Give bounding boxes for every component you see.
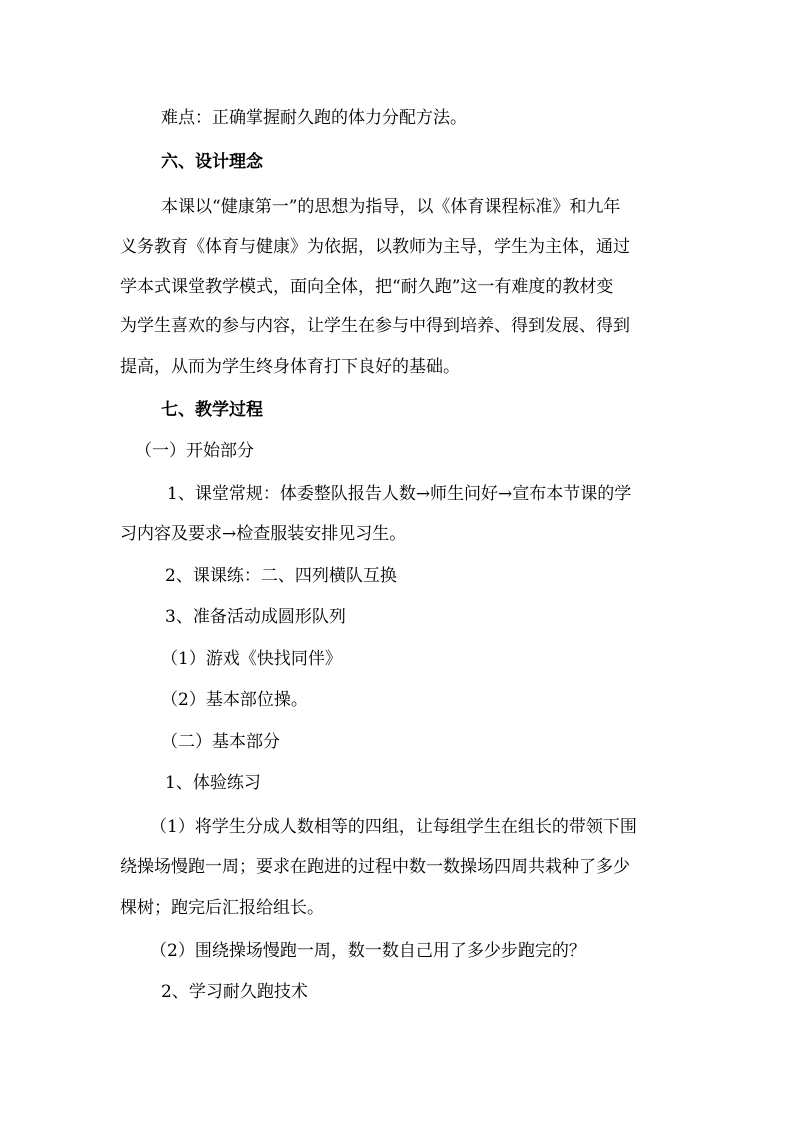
paragraph-line: 习内容及要求→检查服装安排见习生。: [120, 524, 407, 544]
paragraph-line: 棵树；跑完后汇报给组长。: [120, 898, 324, 918]
paragraph-line: 绕操场慢跑一周；要求在跑进的过程中数一数操场四周共栽种了多少: [120, 857, 630, 877]
subsection-heading-start: （一）开始部分: [135, 441, 254, 461]
difficulty-line: 难点：正确掌握耐久跑的体力分配方法。: [161, 108, 467, 128]
paragraph-line: 3、准备活动成圆形队列: [165, 607, 346, 627]
section-heading-design-concept: 六、设计理念: [161, 152, 263, 172]
paragraph-line: （1）游戏《快找同伴》: [161, 649, 342, 669]
paragraph-line: （2）围绕操场慢跑一周，数一数自己用了多少步跑完的？: [150, 941, 586, 961]
paragraph-line: 义务教育《体育与健康》为依据，以教师为主导，学生为主体，通过: [120, 237, 630, 257]
subsection-heading-basic: （二）基本部分: [161, 732, 280, 752]
paragraph-line: （2）基本部位操。: [161, 690, 308, 710]
paragraph-line: 本课以“健康第一”的思想为指导，以《体育课程标准》和九年: [161, 197, 621, 217]
paragraph-line: 提高，从而为学生终身体育打下良好的基础。: [120, 357, 460, 377]
paragraph-line: 1、课堂常规：体委整队报告人数→师生问好→宣布本节课的学: [167, 484, 632, 504]
paragraph-line: 2、学习耐久跑技术: [161, 982, 308, 1002]
paragraph-line: 为学生喜欢的参与内容，让学生在参与中得到培养、得到发展、得到: [120, 316, 630, 336]
section-heading-teaching-process: 七、教学过程: [161, 400, 263, 420]
paragraph-line: 学本式课堂教学模式，面向全体，把“耐久跑”这一有难度的教材变: [120, 277, 614, 297]
paragraph-line: （1）将学生分成人数相等的四组，让每组学生在组长的带领下围: [150, 817, 637, 837]
paragraph-line: 1、体验练习: [165, 773, 261, 793]
paragraph-line: 2、课课练：二、四列横队互换: [165, 566, 397, 586]
